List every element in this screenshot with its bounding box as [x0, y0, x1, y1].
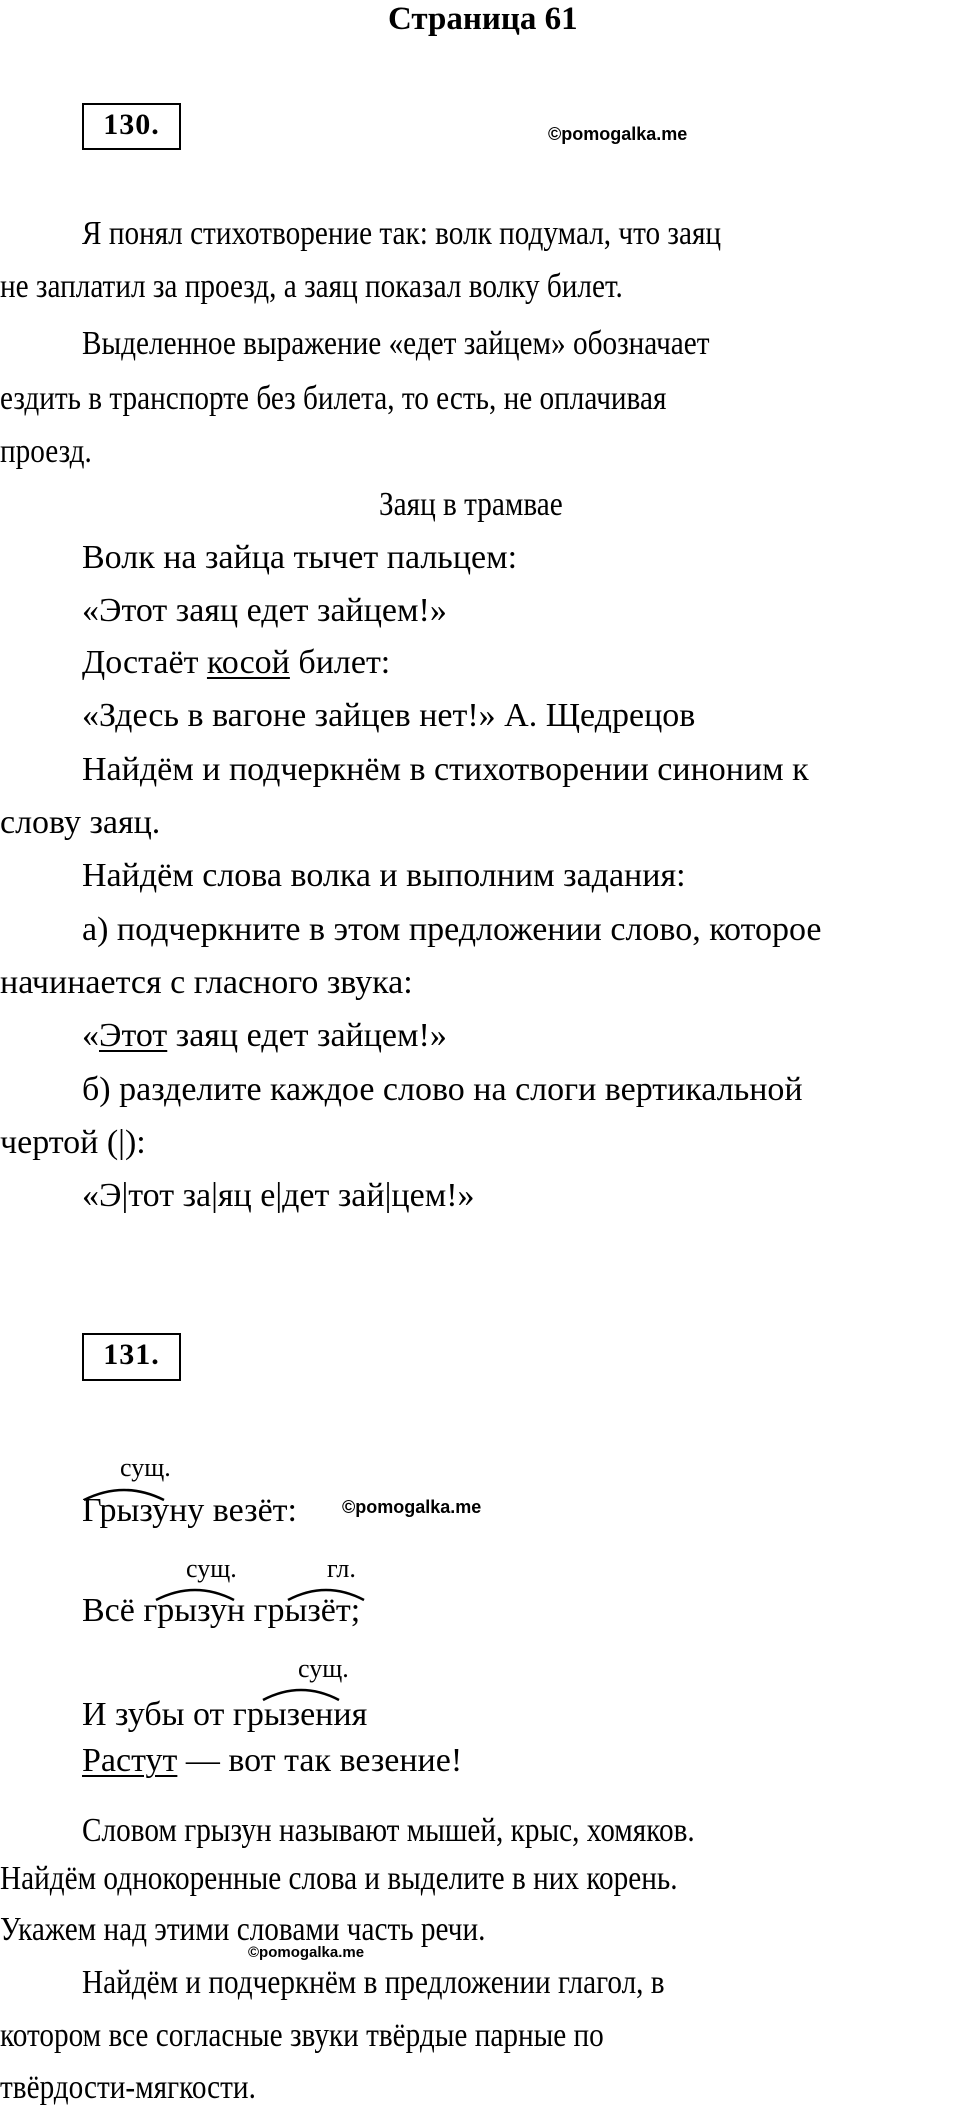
- poem-text: везёт:: [204, 1492, 297, 1529]
- poem-line: И зубы от грызения: [82, 1696, 368, 1733]
- text-line: начинается с гласного звука:: [0, 964, 413, 1001]
- watermark: ©pomogalka.me: [548, 124, 688, 144]
- text-line: Найдём слова волка и выполним задания:: [82, 857, 686, 894]
- poem-line: [82, 646, 390, 680]
- text-line: б) разделите каждое слово на слоги вертикальной: [82, 1071, 803, 1108]
- text-line: Найдём однокоренные слова и выделите в них корень.: [0, 1860, 678, 1897]
- text-line: ездить в транспорте без билета, то есть, не оплачивая: [0, 380, 667, 417]
- exercise-number-130: 130.: [82, 103, 181, 150]
- text-line: Укажем над этими словами часть речи.: [0, 1911, 486, 1948]
- watermark: ©pomogalka.me: [248, 1944, 365, 1961]
- pos-label-noun: сущ.: [298, 1654, 349, 1683]
- text-line: Найдём и подчеркнём в стихотворении синоним к: [82, 751, 809, 788]
- text-line: чертой (|):: [0, 1124, 146, 1161]
- answer-a: [82, 1019, 447, 1053]
- text-line: а) подчеркните в этом предложении слово, которое: [82, 911, 822, 948]
- page-title: Страница 61: [388, 1, 578, 37]
- text-line: Найдём и подчеркнём в предложении глагол, в: [82, 1964, 665, 2001]
- watermark: ©pomogalka.me: [342, 1497, 482, 1517]
- poem-text: Достаёт: [82, 644, 207, 681]
- underlined-synonym: косой: [206, 644, 290, 681]
- poem-line: «Здесь в вагоне зайцев нет!» А. Щедрецов: [82, 697, 696, 734]
- text-line: проезд.: [0, 433, 92, 470]
- text-line: Выделенное выражение «едет зайцем» обозначает: [82, 325, 710, 362]
- pos-label-noun: сущ.: [120, 1453, 171, 1482]
- text-line: Словом грызун называют мышей, крыс, хомяков.: [82, 1812, 695, 1849]
- text-line: котором все согласные звуки твёрдые парные по: [0, 2017, 604, 2054]
- poem-text: билет:: [289, 644, 391, 681]
- exercise-number-131: 131.: [82, 1333, 181, 1381]
- pos-label-verb: гл.: [327, 1554, 356, 1583]
- poem-line: «Этот заяц едет зайцем!»: [82, 592, 447, 629]
- quote-open: «: [82, 1017, 99, 1054]
- root-word: Грызуну: [82, 1492, 205, 1529]
- underlined-word: Этот: [99, 1017, 168, 1054]
- poem-line: [82, 1744, 462, 1778]
- poem-line: [82, 1494, 297, 1528]
- text-line: слову заяц.: [0, 804, 161, 841]
- text-line: Я понял стихотворение так: волк подумал, что заяц: [82, 215, 722, 252]
- text-line: твёрдости-мягкости.: [0, 2069, 256, 2106]
- pos-label-noun: сущ.: [186, 1554, 237, 1583]
- text-line: не заплатил за проезд, а заяц показал волку билет.: [0, 268, 623, 305]
- answer-b: «Э|тот за|яц е|дет зай|цем!»: [82, 1177, 475, 1214]
- poem-line: Всё грызун грызёт;: [82, 1592, 361, 1629]
- underlined-verb: Растут: [82, 1742, 178, 1779]
- poem-line: Волк на зайца тычет пальцем:: [82, 539, 518, 576]
- poem-text: — вот так везение!: [177, 1742, 463, 1779]
- answer-text: заяц едет зайцем!»: [167, 1017, 447, 1054]
- poem-title: Заяц в трамвае: [379, 486, 563, 523]
